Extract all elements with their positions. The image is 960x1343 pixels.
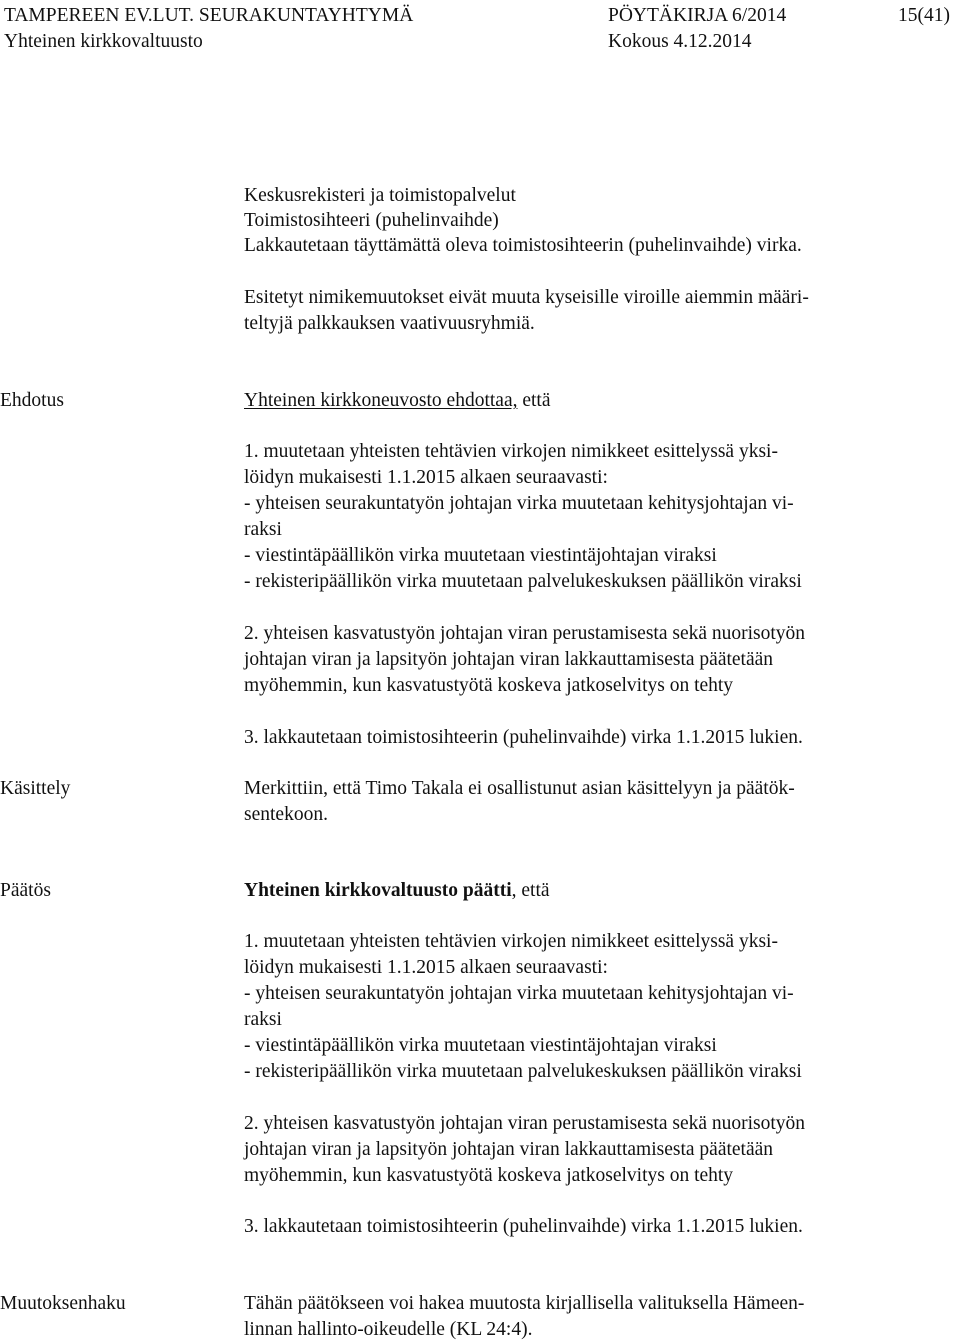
ehdotus-item1-line: - yhteisen seurakuntatyön johtajan virka muutetaan kehitysjohtajan vi- (244, 493, 794, 514)
intro-note-line: teltyjä palkkauksen vaativuusryhmiä. (244, 313, 535, 334)
ehdotus-item2-line: 2. yhteisen kasvatustyön johtajan viran perustamisesta sekä nuorisotyön (244, 623, 806, 644)
ehdotus-item2-line: myöhemmin, kun kasvatustyötä koskeva jatkoselvitys on tehty (244, 675, 734, 696)
paatos-heading-main: Yhteinen kirkkovaltuusto päätti (244, 880, 512, 901)
paatos-heading-tail: , että (511, 880, 550, 901)
paatos-item1-line: löidyn mukaisesti 1.1.2015 alkaen seuraavasti: (244, 957, 608, 978)
muutoksenhaku-line: linnan hallinto-oikeudelle (KL 24:4). (244, 1319, 533, 1340)
section-label-kasittely: Käsittely (0, 778, 71, 799)
intro-note-line: Esitetyt nimikemuutokset eivät muuta kyseisille viroille aiemmin määri- (244, 287, 809, 308)
muutoksenhaku-line: Tähän päätökseen voi hakea muutosta kirjallisella valituksella Hämeen- (244, 1293, 805, 1314)
header-doc-type: PÖYTÄKIRJA 6/2014 (608, 5, 787, 26)
paatos-item2-line: myöhemmin, kun kasvatustyötä koskeva jatkoselvitys on tehty (244, 1165, 734, 1186)
paatos-item1-line: - yhteisen seurakuntatyön johtajan virka muutetaan kehitysjohtajan vi- (244, 983, 794, 1004)
paatos-item3: 3. lakkautetaan toimistosihteerin (puhelinvaihde) virka 1.1.2015 lukien. (244, 1216, 803, 1237)
paatos-heading (244, 878, 550, 904)
ehdotus-item1-line: - viestintäpäällikön virka muutetaan viestintäjohtajan viraksi (244, 545, 717, 566)
header-body-name: Yhteinen kirkkovaltuusto (4, 31, 203, 52)
header-meeting-date: Kokous 4.12.2014 (608, 31, 752, 52)
intro-line: Keskusrekisteri ja toimistopalvelut (244, 185, 516, 206)
kasittely-line: Merkittiin, että Timo Takala ei osallistunut asian käsittelyyn ja päätök- (244, 778, 795, 799)
section-label-ehdotus: Ehdotus (0, 390, 64, 411)
header-page-number: 15(41) (898, 5, 950, 26)
paatos-item1-line: 1. muutetaan yhteisten tehtävien virkojen nimikkeet esittelyssä yksi- (244, 931, 778, 952)
paatos-item1-line: raksi (244, 1009, 282, 1030)
ehdotus-heading (244, 388, 551, 414)
ehdotus-heading-main: Yhteinen kirkkoneuvosto ehdottaa, (244, 390, 518, 411)
kasittely-line: sentekoon. (244, 804, 328, 825)
ehdotus-item2-line: johtajan viran ja lapsityön johtajan viran lakkauttamisesta päätetään (244, 649, 774, 670)
ehdotus-item3: 3. lakkautetaan toimistosihteerin (puhelinvaihde) virka 1.1.2015 lukien. (244, 727, 803, 748)
intro-line: Toimistosihteeri (puhelinvaihde) (244, 210, 499, 231)
ehdotus-item1-line: - rekisteripäällikön virka muutetaan palvelukeskuksen päällikön viraksi (244, 571, 802, 592)
paatos-item1-line: - viestintäpäällikön virka muutetaan viestintäjohtajan viraksi (244, 1035, 717, 1056)
section-label-paatos: Päätös (0, 880, 51, 901)
paatos-item2-line: 2. yhteisen kasvatustyön johtajan viran perustamisesta sekä nuorisotyön (244, 1113, 806, 1134)
ehdotus-item1-line: 1. muutetaan yhteisten tehtävien virkojen nimikkeet esittelyssä yksi- (244, 441, 778, 462)
ehdotus-item1-line: löidyn mukaisesti 1.1.2015 alkaen seuraavasti: (244, 467, 608, 488)
paatos-item1-line: - rekisteripäällikön virka muutetaan palvelukeskuksen päällikön viraksi (244, 1061, 802, 1082)
header-org: TAMPEREEN EV.LUT. SEURAKUNTAYHTYMÄ (4, 5, 414, 26)
ehdotus-heading-tail: että (517, 390, 551, 411)
section-label-muutoksenhaku: Muutoksenhaku (0, 1293, 126, 1314)
ehdotus-item1-line: raksi (244, 519, 282, 540)
intro-line: Lakkautetaan täyttämättä oleva toimistosihteerin (puhelinvaihde) virka. (244, 235, 802, 256)
paatos-item2-line: johtajan viran ja lapsityön johtajan viran lakkauttamisesta päätetään (244, 1139, 774, 1160)
